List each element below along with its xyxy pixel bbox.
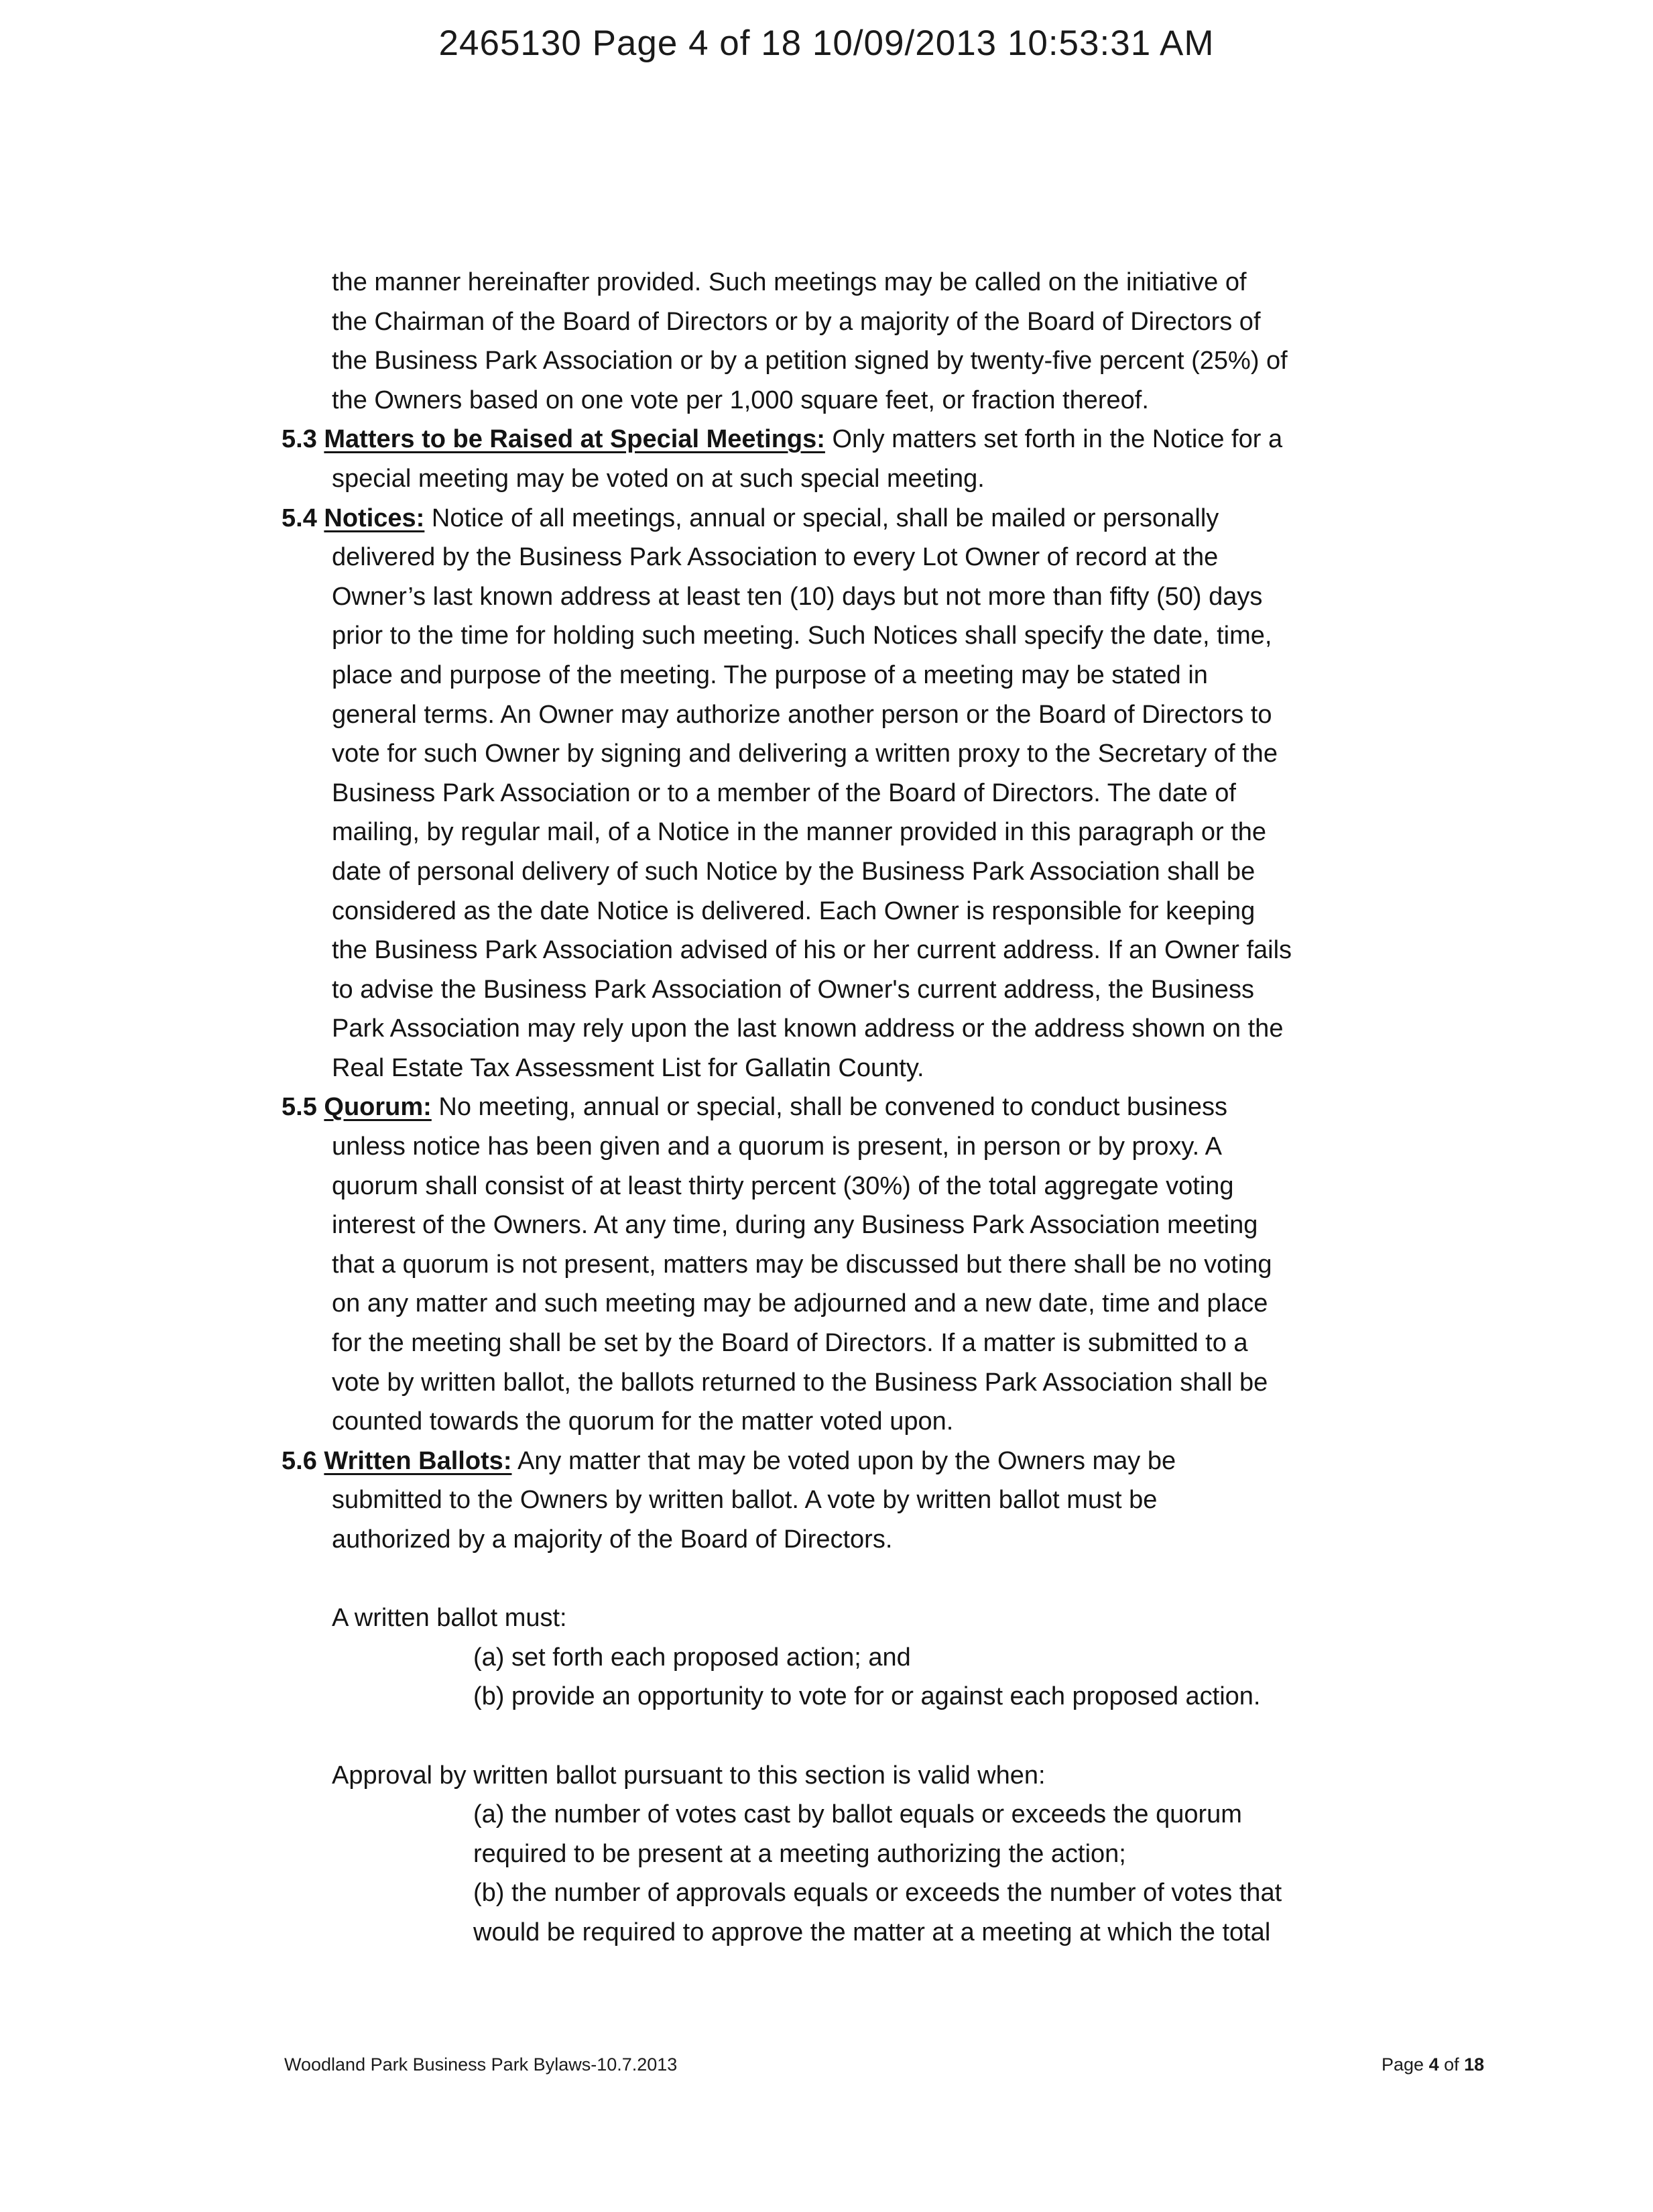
footer-current-page: 4 [1428,2054,1439,2075]
text-line: authorized by a majority of the Board of Directors. [332,1525,893,1554]
paragraph-gap [282,1560,1475,1599]
text-line: vote for such Owner by signing and delivering a written proxy to the Secretary of the [332,740,1278,768]
section-title: Quorum: [324,1093,432,1122]
text-line: counted towards the quorum for the matter voted upon. [332,1407,954,1436]
text-line: special meeting may be voted on at such special meeting. [332,464,985,493]
text-line: mailing, by regular mail, of a Notice in the manner provided in this paragraph or the [332,818,1267,847]
approval-item: would be required to approve the matter at a meeting at which the total [473,1918,1271,1946]
section-text: Notice of all meetings, annual or special, shall be mailed or personally [424,504,1219,532]
text-line: unless notice has been given and a quorum is present, in person or by proxy. A [332,1132,1222,1161]
section-number: 5.6 [282,1446,317,1475]
text-line: for the meeting shall be set by the Board of Directors. If a matter is submitted to a [332,1329,1248,1358]
text-line: considered as the date Notice is delivered. Each Owner is responsible for keeping [332,896,1256,925]
text-line: the manner hereinafter provided. Such meetings may be called on the initiative of [332,268,1247,296]
text-line: general terms. An Owner may authorize another person or the Board of Directors to [332,700,1272,729]
section-title: Notices: [324,504,425,532]
footer-total-pages: 18 [1464,2054,1485,2075]
text-line: interest of the Owners. At any time, during any Business Park Association meeting [332,1211,1258,1240]
text-line: place and purpose of the meeting. The purpose of a meeting may be stated in [332,660,1208,689]
section-5-6 [282,1442,1475,1560]
footer-page-number [1382,2054,1484,2075]
paragraph-gap [282,1716,1475,1756]
text-line: the Business Park Association or by a petition signed by twenty-five percent (25%) of [332,347,1288,375]
section-heading-line [282,1088,1475,1127]
approval-item: required to be present at a meeting authorizing the action; [473,1839,1126,1868]
section-heading-line [282,1442,1475,1481]
approval-item: (a) the number of votes cast by ballot equals or exceeds the quorum [473,1800,1242,1829]
section-number: 5.5 [282,1093,317,1122]
text-line: delivered by the Business Park Association to every Lot Owner of record at the [332,543,1219,572]
page-body [282,263,1475,1953]
approval-conditions [282,1756,1475,1953]
footer-page-label: Page [1382,2054,1429,2075]
approval-item: (b) the number of approvals equals or exceeds the number of votes that [473,1879,1282,1908]
section-5-3 [282,420,1475,498]
section-text: Any matter that may be voted upon by the Owners may be [511,1446,1176,1475]
section-number: 5.3 [282,425,317,454]
text-line: on any matter and such meeting may be adjourned and a new date, time and place [332,1289,1268,1318]
ballot-lead: A written ballot must: [332,1604,567,1633]
section-5-4 [282,499,1475,1088]
section-text: No meeting, annual or special, shall be convened to conduct business [431,1093,1228,1122]
ballot-item: (b) provide an opportunity to vote for or against each proposed action. [473,1682,1261,1711]
text-line: vote by written ballot, the ballots returned to the Business Park Association shall be [332,1368,1268,1397]
text-line: Park Association may rely upon the last known address or the address shown on the [332,1014,1284,1043]
section-text: Only matters set forth in the Notice for a [824,425,1283,454]
intro-paragraph [282,263,1475,420]
text-line: the Owners based on one vote per 1,000 square feet, or fraction thereof. [332,386,1149,414]
ballot-requirements [282,1598,1475,1716]
text-line: to advise the Business Park Association of Owner's current address, the Business [332,975,1254,1004]
text-line: quorum shall consist of at least thirty percent (30%) of the total aggregate voting [332,1171,1234,1200]
text-line: Business Park Association or to a member of the Board of Directors. The date of [332,778,1236,807]
text-line: the Chairman of the Board of Directors or by a majority of the Board of Directors of [332,307,1261,336]
section-heading-line [282,499,1475,538]
text-line: Real Estate Tax Assessment List for Gallatin County. [332,1053,924,1082]
footer-document-title: Woodland Park Business Park Bylaws-10.7.2013 [284,2054,678,2075]
section-heading-line [282,420,1475,459]
text-line: Owner’s last known address at least ten (10) days but not more than fifty (50) days [332,582,1263,611]
section-number: 5.4 [282,504,317,532]
text-line: prior to the time for holding such meeting. Such Notices shall specify the date, time, [332,622,1272,650]
footer-of-label: of [1438,2054,1465,2075]
section-title: Matters to be Raised at Special Meetings: [324,425,825,454]
text-line: date of personal delivery of such Notice by the Business Park Association shall be [332,857,1256,886]
ballot-item: (a) set forth each proposed action; and [473,1643,911,1672]
text-line: that a quorum is not present, matters may be discussed but there shall be no voting [332,1250,1272,1279]
text-line: the Business Park Association advised of his or her current address. If an Owner fails [332,936,1292,965]
approval-lead: Approval by written ballot pursuant to this section is valid when: [332,1761,1046,1790]
text-line: submitted to the Owners by written ballot. A vote by written ballot must be [332,1486,1158,1515]
recording-stamp: 2465130 Page 4 of 18 10/09/2013 10:53:31 AM [438,23,1215,63]
section-5-5 [282,1088,1475,1441]
section-title: Written Ballots: [324,1446,512,1475]
